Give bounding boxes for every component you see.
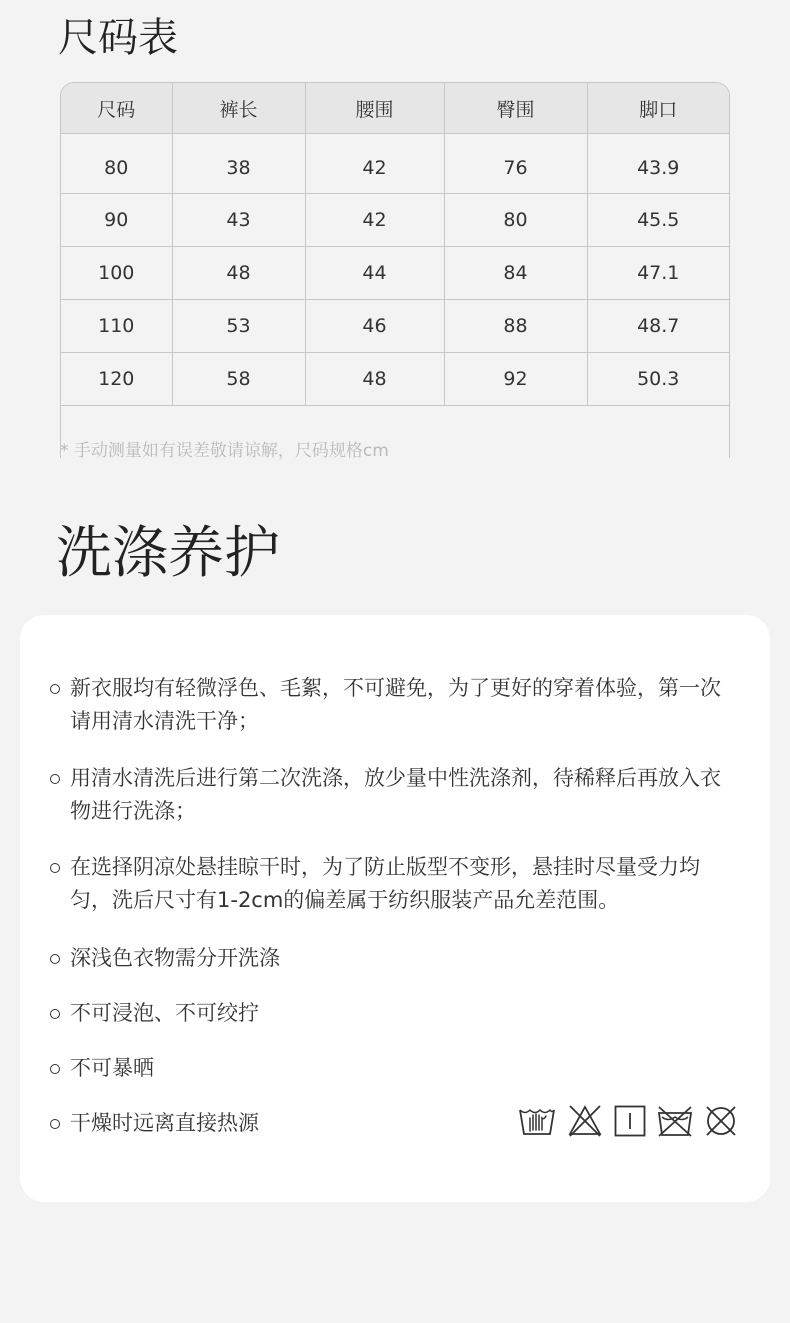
- table-cell: 43: [172, 194, 305, 247]
- bullet-icon: [50, 1009, 60, 1019]
- care-title: 洗涤养护: [56, 521, 280, 586]
- table-cell: 47.1: [587, 247, 729, 300]
- bullet-icon: [50, 1119, 60, 1129]
- column-header-size: 尺码: [61, 83, 172, 134]
- column-header-leg-opening: 脚口: [587, 83, 729, 134]
- size-table-header-row: [61, 83, 729, 134]
- bullet-icon: [50, 684, 60, 694]
- table-cell: 80: [61, 134, 172, 194]
- table-cell: 92: [444, 353, 587, 406]
- size-table: [61, 83, 729, 406]
- table-cell: 76: [444, 134, 587, 194]
- bullet-icon: [50, 954, 60, 964]
- line-dry-icon: [614, 1105, 646, 1137]
- column-header-hip: 臀围: [444, 83, 587, 134]
- list-item: [50, 851, 740, 917]
- table-row: [61, 194, 729, 247]
- list-item: [50, 997, 740, 1030]
- bullet-icon: [50, 863, 60, 873]
- table-cell: 100: [61, 247, 172, 300]
- hand-wash-icon: [518, 1104, 556, 1138]
- table-cell: 58: [172, 353, 305, 406]
- care-item-text: 新衣服均有轻微浮色、毛絮，不可避免，为了更好的穿着体验，第一次请用清水清洗干净；: [70, 676, 721, 733]
- column-header-waist: 腰围: [305, 83, 444, 134]
- list-item: [50, 942, 740, 975]
- care-item-text: 干燥时远离直接热源: [70, 1111, 259, 1135]
- table-cell: 53: [172, 300, 305, 353]
- table-cell: 88: [444, 300, 587, 353]
- bullet-icon: [50, 774, 60, 784]
- column-header-pants-length: 裤长: [172, 83, 305, 134]
- table-cell: 110: [61, 300, 172, 353]
- table-row: [61, 300, 729, 353]
- table-cell: 48: [305, 353, 444, 406]
- no-tumble-dry-icon: [658, 1105, 692, 1137]
- no-dry-clean-icon: [704, 1104, 738, 1138]
- table-cell: 48.7: [587, 300, 729, 353]
- care-item-text: 不可浸泡、不可绞拧: [70, 1001, 259, 1025]
- care-item-text: 在选择阴凉处悬挂晾干时，为了防止版型不变形，悬挂时尽量受力均匀，洗后尺寸有1-2cm的偏差属于纺织服装产品允差范围。: [70, 855, 700, 912]
- size-chart-title: 尺码表: [58, 15, 178, 61]
- care-item-text: 用清水清洗后进行第二次洗涤，放少量中性洗涤剂，待稀释后再放入衣物进行洗涤；: [70, 766, 721, 823]
- table-cell: 50.3: [587, 353, 729, 406]
- care-instructions-card: [20, 615, 770, 1202]
- table-cell: 48: [172, 247, 305, 300]
- table-cell: 43.9: [587, 134, 729, 194]
- care-item-text: 深浅色衣物需分开洗涤: [70, 946, 280, 970]
- table-cell: 42: [305, 194, 444, 247]
- table-cell: 120: [61, 353, 172, 406]
- care-symbols: [518, 1103, 738, 1139]
- table-row: [61, 134, 729, 194]
- table-row: [61, 353, 729, 406]
- bullet-icon: [50, 1064, 60, 1074]
- table-cell: 45.5: [587, 194, 729, 247]
- table-cell: 80: [444, 194, 587, 247]
- table-cell: 42: [305, 134, 444, 194]
- table-cell: 44: [305, 247, 444, 300]
- table-cell: 90: [61, 194, 172, 247]
- table-cell: 38: [172, 134, 305, 194]
- list-item: [50, 762, 740, 828]
- table-cell: 46: [305, 300, 444, 353]
- no-bleach-icon: [568, 1104, 602, 1138]
- size-table-container: [60, 82, 730, 458]
- care-item-text: 不可暴晒: [70, 1056, 154, 1080]
- table-row: [61, 247, 729, 300]
- list-item: [50, 672, 740, 738]
- list-item: [50, 1052, 740, 1085]
- size-measurement-note: * 手动测量如有误差敬请谅解，尺码规格cm: [60, 441, 389, 461]
- table-cell: 84: [444, 247, 587, 300]
